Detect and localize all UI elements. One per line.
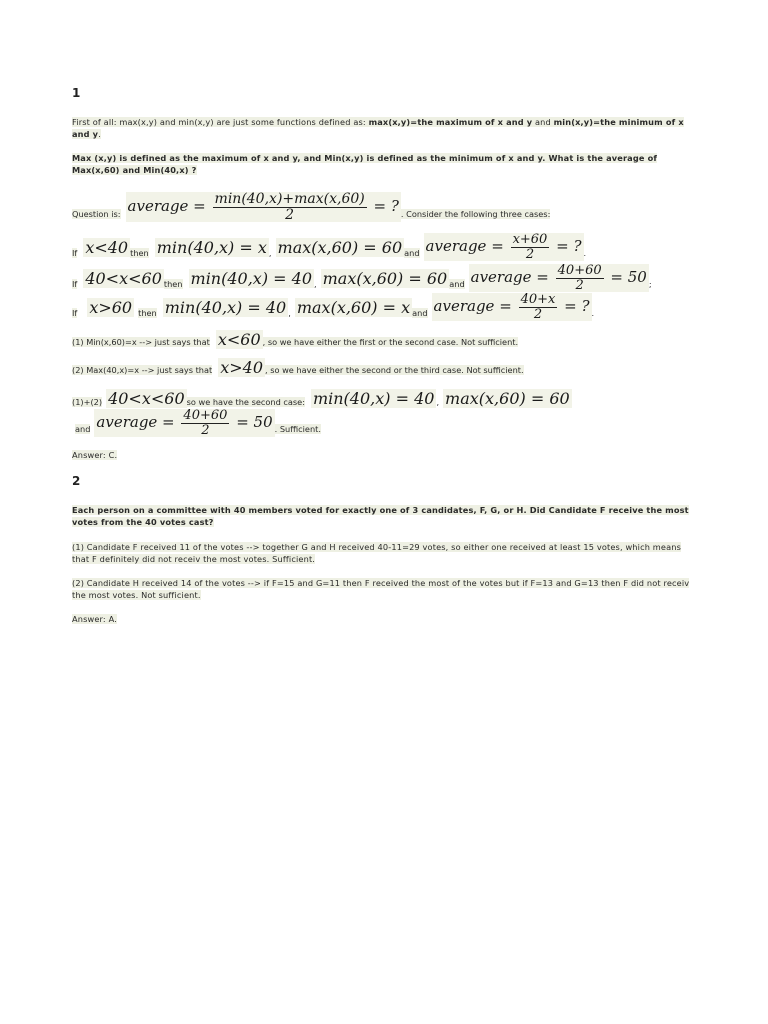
- s12-and: and: [75, 424, 91, 434]
- case-3-min: min(40,x) = 40: [164, 297, 287, 317]
- s12-numerator: 40+60: [183, 407, 228, 423]
- q1-combined-line-2: [72, 408, 321, 438]
- case-3-max: max(x,60) = x: [296, 297, 411, 317]
- q1-average-formula: [72, 188, 550, 226]
- question-2-number: 2: [72, 474, 81, 488]
- case-3-then: then: [138, 308, 157, 318]
- case-2-if: If: [72, 279, 78, 289]
- case-2-then: then: [163, 279, 183, 289]
- case-2-min: min(40,x) = 40: [190, 268, 312, 288]
- case-1-numerator: x+60: [512, 231, 548, 247]
- case-3: If x>60 then min(40,x) = 40 , max(x,60) = x and average = $\frac{40+x}{2}$ = ? .: [72, 291, 595, 322]
- case-1-rhs: = ?: [556, 237, 582, 255]
- case-3-rhs: = ?: [564, 297, 590, 315]
- q1-intro-d: min(x,y)=the minimum of x and y: [72, 117, 684, 139]
- s1-math: x<60: [217, 329, 261, 349]
- q2-question-text: Each person on a committee with 40 members voted for exactly one of 3 candidates, F, G, or H. Did Candidate F receive the most votes from the 40 votes cast?: [72, 505, 689, 527]
- question-1-number: 1: [72, 86, 81, 100]
- s12-fraction: [181, 409, 229, 437]
- case-3-condition: x>60: [89, 297, 133, 317]
- case-3-denominator: 2: [533, 306, 543, 322]
- case-1-fraction: [511, 233, 550, 261]
- q2-s1-text: (1) Candidate F received 11 of the votes --> together G and H received 40-11=29 votes, so either one received at least 15 votes, which means that F definitely did not receiv the most votes. Sufficient.: [72, 542, 682, 564]
- case-3-numerator: 40+x: [520, 291, 556, 307]
- avg-numerator: min(40,x)+max(x,60): [214, 190, 365, 207]
- case-2-fraction: [556, 264, 604, 292]
- q1-answer: [72, 449, 697, 461]
- s12-sufficient: . Sufficient.: [274, 424, 321, 434]
- s12-average: [94, 409, 274, 437]
- q1-intro-c: and: [532, 117, 554, 127]
- case-2-average: [469, 264, 649, 292]
- case-1-denominator: 2: [525, 246, 535, 262]
- case-2: If 40<x<60 then min(40,x) = 40 , max(x,60) = 60 and average = $\frac{40+60}{2}$ = 50 ;: [72, 262, 652, 293]
- case-1: If x<40 then min(40,x) = x , max(x,60) = 60 and average = $\frac{x+60}{2}$ = ? .: [72, 231, 587, 262]
- s12-math: 40<x<60: [108, 388, 185, 408]
- case-1-avg-label: average =: [425, 237, 504, 255]
- case-2-avg-label: average =: [470, 268, 549, 286]
- s12-text-a: (1)+(2): [72, 397, 103, 407]
- s12-max: max(x,60) = 60: [445, 388, 570, 408]
- s12-min: min(40,x) = 40: [312, 388, 435, 408]
- case-3-avg-label: average =: [433, 297, 512, 315]
- s12-text-b: so we have the second case:: [186, 397, 305, 407]
- s2-text-a: (2) Max(40,x)=x --> just says that: [72, 365, 213, 375]
- case-1-then: then: [130, 248, 149, 258]
- q2-answer: [72, 613, 697, 625]
- case-1-if: If: [72, 248, 78, 258]
- q1-question-text: Max (x,y) is defined as the maximum of x and y, and Min(x,y) is defined as the minimum of x and y. What is the average of Max(x,60) and Min(40,x) ?: [72, 153, 658, 175]
- q1-combined-line-1: (1)+(2) 40<x<60 so we have the second case: min(40,x) = 40 , max(x,60) = 60: [72, 388, 570, 408]
- q2-answer-text: Answer: A.: [72, 614, 117, 624]
- case-1-and: and: [404, 248, 420, 258]
- s12-avg-label: average =: [96, 413, 175, 431]
- q1-intro-e: .: [98, 129, 101, 139]
- q1-question: [72, 152, 697, 176]
- s2-text-b: , so we have either the second or the third case. Not sufficient.: [265, 365, 524, 375]
- q1-question-is: Question is:: [72, 209, 121, 219]
- q2-statement-1: [72, 541, 697, 565]
- case-2-max: max(x,60) = 60: [322, 268, 448, 288]
- case-1-condition: x<40: [85, 237, 129, 257]
- case-1-average: [424, 233, 584, 261]
- case-2-condition: 40<x<60: [85, 268, 162, 288]
- q1-intro: [72, 116, 697, 140]
- s12-rhs: = 50: [236, 413, 273, 431]
- q1-consider: . Consider the following three cases:: [400, 209, 551, 219]
- case-2-denominator: 2: [575, 277, 584, 293]
- case-3-fraction: [519, 293, 558, 321]
- case-2-and: and: [449, 279, 465, 289]
- s12-denominator: 2: [201, 422, 210, 438]
- q1-answer-text: Answer: C.: [72, 450, 118, 460]
- q1-statement-2: [72, 357, 524, 377]
- case-2-numerator: 40+60: [557, 262, 602, 278]
- q1-intro-a: First of all: max(x,y) and min(x,y) are just some functions defined as:: [72, 117, 369, 127]
- s1-text-a: (1) Min(x,60)=x --> just says that: [72, 337, 210, 347]
- avg-lhs: average =: [127, 197, 206, 215]
- q2-s2-text: (2) Candidate H received 14 of the votes --> if F=15 and G=11 then F received the most of the votes but if F=13 and G=13 then F did not receiv the most votes. Not sufficient.: [72, 578, 690, 600]
- avg-rhs: = ?: [373, 197, 399, 215]
- case-2-rhs: = 50: [610, 268, 647, 286]
- s1-text-b: , so we have either the first or the second case. Not sufficient.: [262, 337, 519, 347]
- q1-intro-b: max(x,y)=the maximum of x and y: [368, 117, 533, 127]
- q1-statement-1: [72, 329, 518, 349]
- case-1-min: min(40,x) = x: [156, 237, 267, 257]
- case-3-average: [432, 293, 592, 321]
- avg-fraction: [213, 192, 367, 222]
- q2-question: [72, 504, 697, 528]
- q2-statement-2: [72, 577, 697, 601]
- s2-math: x>40: [220, 357, 264, 377]
- q1-average-equation: [126, 192, 401, 222]
- case-3-if: If: [72, 308, 78, 318]
- case-3-and: and: [412, 308, 428, 318]
- case-1-max: max(x,60) = 60: [277, 237, 403, 257]
- avg-denominator: 2: [285, 206, 295, 223]
